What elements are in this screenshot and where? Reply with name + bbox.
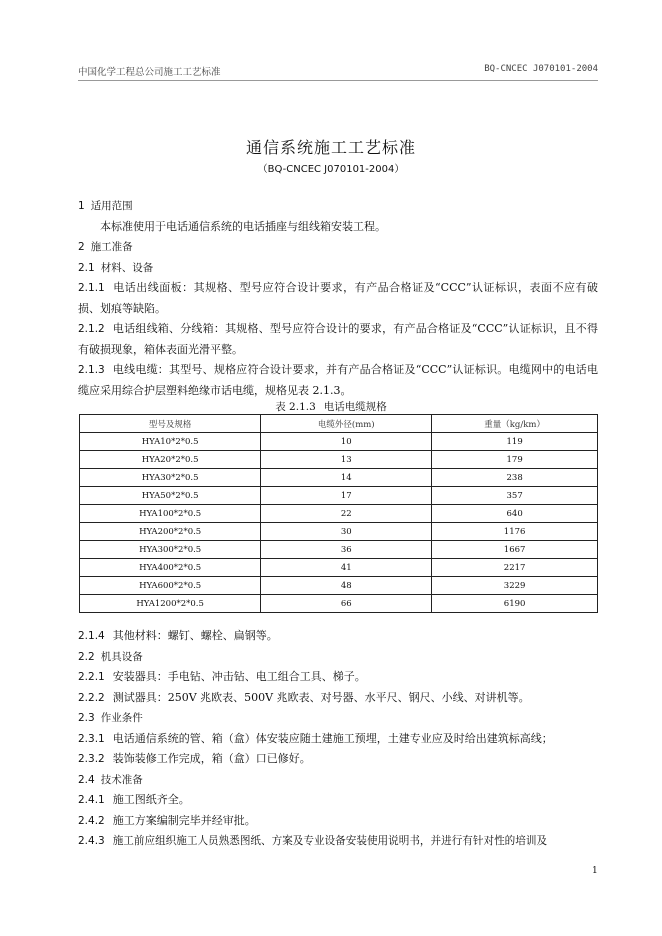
- clause-text: 其他材料：螺钉、螺栓、扁钢等。: [112, 629, 278, 642]
- table-cell: 48: [261, 577, 432, 595]
- table-row: [80, 577, 598, 595]
- table-cell: 179: [432, 451, 598, 469]
- column-header: 型号及规格: [80, 415, 261, 433]
- table-caption-title: 电话电缆规格: [323, 401, 387, 413]
- table-cell: 2217: [432, 559, 598, 577]
- section-2-2-2: [78, 688, 598, 709]
- clause-number: 2.4.1: [78, 794, 105, 806]
- table-cell: 1176: [432, 523, 598, 541]
- table-cell: 41: [261, 559, 432, 577]
- section-2-1-2: [78, 319, 598, 360]
- section-2-4-2: [78, 811, 598, 832]
- table-row: [80, 559, 598, 577]
- section-number: 2.1: [78, 261, 95, 274]
- section-2-4: [78, 770, 598, 791]
- section-title: 作业条件: [100, 712, 143, 724]
- clause-number: 2.1.1: [78, 282, 105, 294]
- table-cell: 10: [261, 433, 432, 451]
- sections-after-table: [78, 626, 598, 852]
- section-2-2-1: [78, 667, 598, 688]
- section-2-1-3: [78, 360, 598, 401]
- clause-number: 2.2.1: [78, 671, 105, 683]
- table-cell: HYA30*2*0.5: [80, 469, 261, 487]
- section-2-3: [78, 708, 598, 729]
- table-cell: HYA200*2*0.5: [80, 523, 261, 541]
- page-header: [78, 64, 598, 81]
- table-row: [80, 487, 598, 505]
- clause-text: 电线电缆：其型号、规格应符合设计要求，并有产品合格证及“CCC”认证标识。电缆网中的电话电缆应采用综合护层塑料绝缘市话电缆，规格见表 2.1.3。: [78, 363, 598, 397]
- table-caption: [0, 399, 662, 414]
- table-row: [80, 595, 598, 613]
- table-row: [80, 469, 598, 487]
- section-1-text: 本标准使用于电话通信系统的电话插座与组线箱安装工程。: [100, 219, 386, 233]
- section-number: 1: [78, 200, 85, 212]
- section-1: [78, 196, 598, 217]
- clause-text: 电话出线面板：其规格、型号应符合设计要求，有产品合格证及“CCC”认证标识，表面不应有破损、划痕等缺陷。: [78, 281, 598, 315]
- table-cell: 6190: [432, 595, 598, 613]
- table-cell: HYA20*2*0.5: [80, 451, 261, 469]
- table-cell: HYA400*2*0.5: [80, 559, 261, 577]
- clause-number: 2.3.2: [78, 753, 105, 765]
- clause-number: 2.4.3: [78, 835, 105, 847]
- table-row: [80, 505, 598, 523]
- clause-number: 2.4.2: [78, 814, 105, 827]
- clause-number: 2.2.2: [78, 691, 105, 704]
- clause-text: 装饰装修工作完成，箱（盒）口已修好。: [112, 752, 311, 765]
- table-row: [80, 433, 598, 451]
- table-cell: 119: [432, 433, 598, 451]
- section-2: [78, 237, 598, 258]
- document-title: 通信系统施工工艺标准: [245, 138, 416, 157]
- header-org: 中国化学工程总公司施工工艺标准: [78, 67, 221, 78]
- table-cell: 357: [432, 487, 598, 505]
- clause-number: 2.1.2: [78, 323, 105, 335]
- column-header: 重量（kg/km）: [432, 415, 598, 433]
- section-title: 机具设备: [100, 650, 143, 663]
- table-caption-number: 表 2.1.3: [275, 401, 316, 413]
- section-title: 施工准备: [90, 241, 133, 253]
- clause-number: 2.1.3: [78, 364, 105, 376]
- section-title: 适用范围: [90, 200, 133, 212]
- header-code: BQ-CNCEC J070101-2004: [484, 64, 598, 74]
- table-header-row: [80, 415, 598, 433]
- table-cell: 30: [261, 523, 432, 541]
- table-cell: 3229: [432, 577, 598, 595]
- table-cell: 66: [261, 595, 432, 613]
- table-cell: HYA100*2*0.5: [80, 505, 261, 523]
- section-2-4-1: [78, 790, 598, 811]
- page-number: 1: [592, 866, 598, 876]
- clause-number: 2.3.1: [78, 732, 105, 745]
- table-row: [80, 523, 598, 541]
- table-cell: HYA300*2*0.5: [80, 541, 261, 559]
- section-2-4-3: [78, 831, 598, 852]
- table-cell: 13: [261, 451, 432, 469]
- section-number: 2.2: [78, 650, 95, 663]
- clause-text: 电话组线箱、分线箱：其规格、型号应符合设计的要求，有产品合格证及“CCC”认证标识，且不得有破损现象，箱体表面光滑平整。: [78, 322, 598, 356]
- table-cell: HYA1200*2*0.5: [80, 595, 261, 613]
- table-cell: 14: [261, 469, 432, 487]
- section-number: 2: [78, 241, 85, 253]
- sections-before-table: [78, 196, 598, 401]
- table-row: [80, 541, 598, 559]
- cable-spec-table: [79, 414, 598, 613]
- table-cell: 36: [261, 541, 432, 559]
- section-2-1: [78, 258, 598, 279]
- table-cell: HYA600*2*0.5: [80, 577, 261, 595]
- clause-text: 施工前应组织施工人员熟悉图纸、方案及专业设备安装使用说明书，并进行有针对性的培训及: [112, 835, 548, 847]
- table-cell: 238: [432, 469, 598, 487]
- table-cell: 17: [261, 487, 432, 505]
- table-cell: 22: [261, 505, 432, 523]
- clause-text: 安装器具：手电钻、冲击钻、电工组合工具、梯子。: [112, 670, 366, 683]
- section-number: 2.3: [78, 712, 95, 724]
- column-header: 电缆外径(mm): [261, 415, 432, 433]
- section-title: 技术准备: [100, 773, 143, 786]
- clause-text: 施工方案编制完毕并经审批。: [112, 813, 256, 827]
- document-subtitle: （BQ-CNCEC J070101-2004）: [257, 164, 405, 175]
- table-row: [80, 451, 598, 469]
- table-cell: 640: [432, 505, 598, 523]
- section-2-2: [78, 647, 598, 668]
- section-2-1-4: [78, 626, 598, 647]
- table-cell: 1667: [432, 541, 598, 559]
- section-2-1-1: [78, 278, 598, 319]
- table-cell: HYA10*2*0.5: [80, 433, 261, 451]
- clause-text: 测试器具：250V 兆欧表、500V 兆欧表、对号器、水平尺、钢尺、小线、对讲机等。: [112, 690, 530, 704]
- section-number: 2.4: [78, 773, 95, 786]
- clause-text: 施工图纸齐全。: [112, 793, 190, 806]
- table-cell: HYA50*2*0.5: [80, 487, 261, 505]
- section-title: 材料、设备: [100, 261, 154, 274]
- clause-text: 电话通信系统的管、箱（盒）体安装应随土建施工预埋，土建专业应及时给出建筑标高线；: [112, 731, 553, 745]
- section-2-3-1: [78, 729, 598, 750]
- clause-number: 2.1.4: [78, 630, 105, 642]
- section-2-3-2: [78, 749, 598, 770]
